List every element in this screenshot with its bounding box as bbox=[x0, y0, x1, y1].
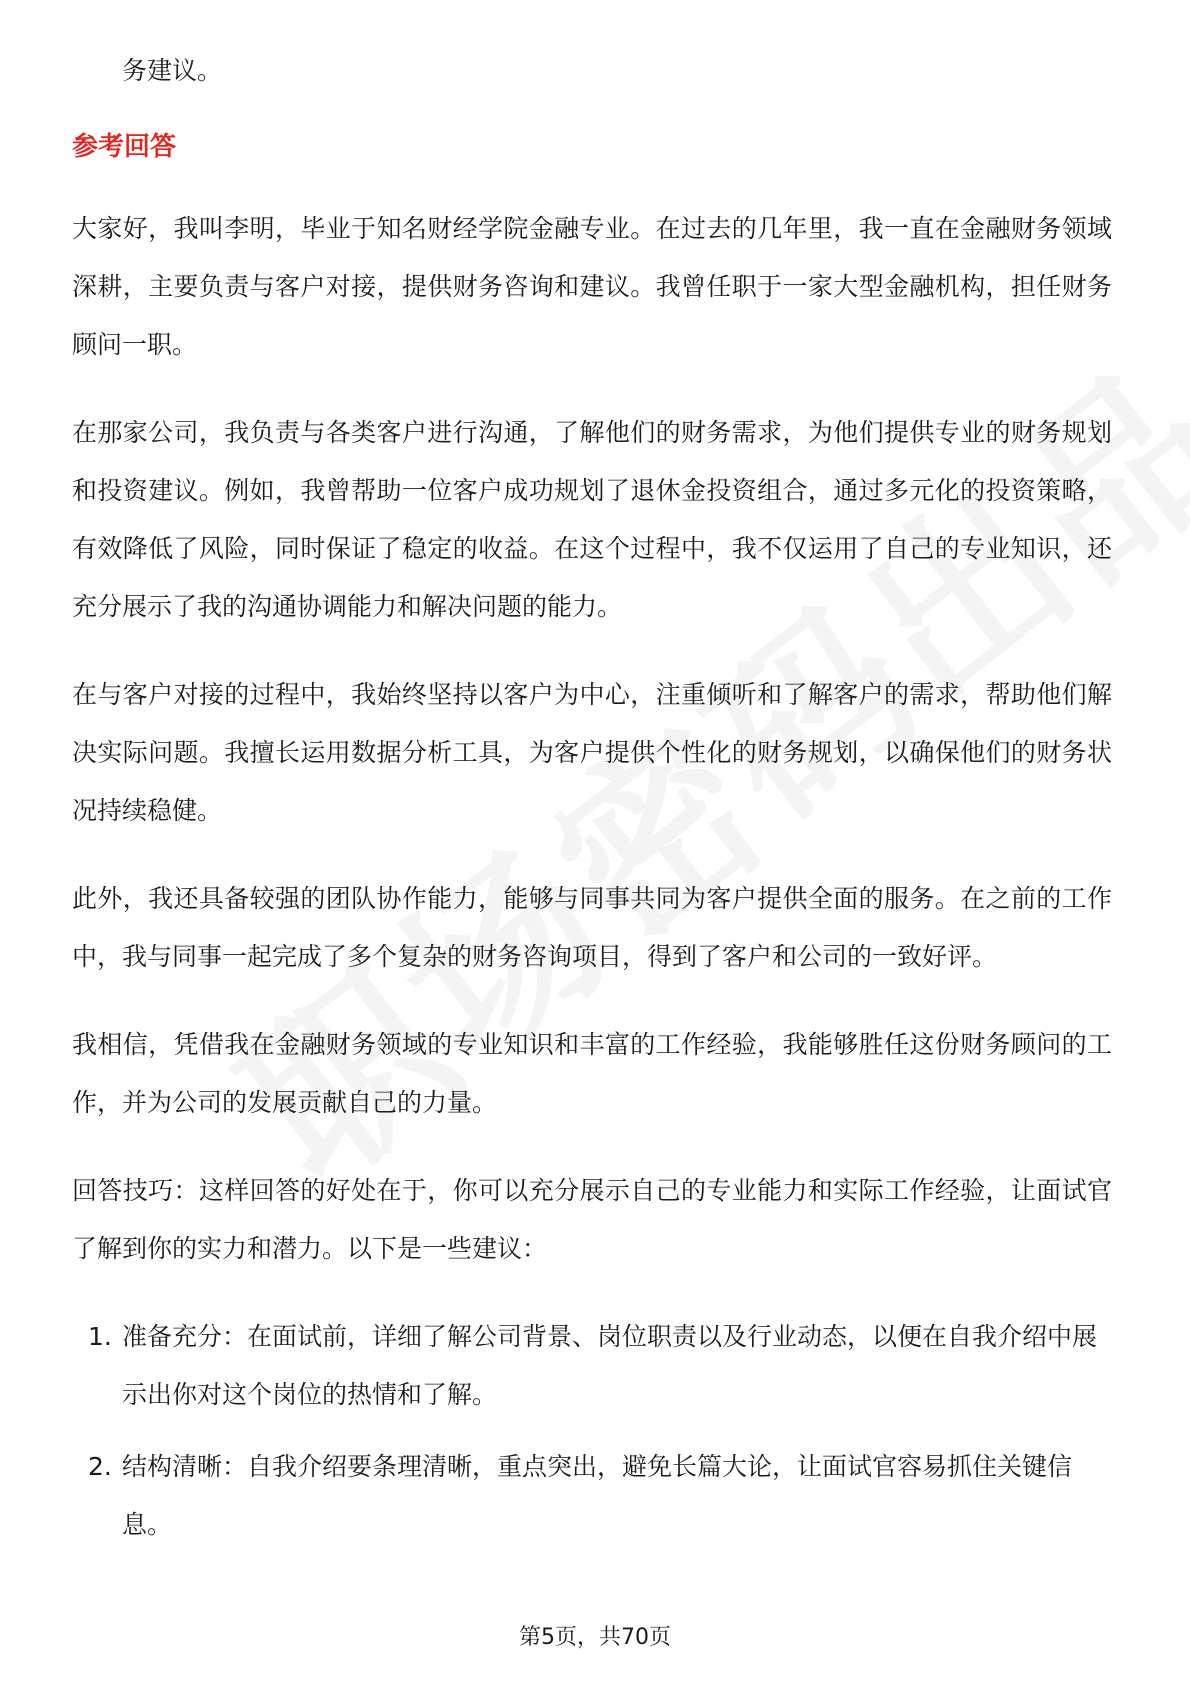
paragraph: 我相信，凭借我在金融财务领域的专业知识和丰富的工作经验，我能够胜任这份财务顾问的工作，并为公司的发展贡献自己的力量。 bbox=[72, 1030, 1112, 1117]
paragraph: 此外，我还具备较强的团队协作能力，能够与同事共同为客户提供全面的服务。在之前的工作中，我与同事一起完成了多个复杂的财务咨询项目，得到了客户和公司的一致好评。 bbox=[72, 884, 1112, 971]
paragraph: 在与客户对接的过程中，我始终坚持以客户为中心，注重倾听和了解客户的需求，帮助他们解决实际问题。我擅长运用数据分析工具，为客户提供个性化的财务规划，以确保他们的财务状况持续稳健。 bbox=[72, 680, 1112, 825]
list-text: 准备充分：在面试前，详细了解公司背景、岗位职责以及行业动态，以便在自我介绍中展示出你对这个岗位的热情和了解。 bbox=[122, 1322, 1098, 1409]
continuation-text: 务建议。 bbox=[122, 56, 223, 85]
list-item bbox=[72, 1438, 1112, 1554]
section-title: 参考回答 bbox=[72, 132, 177, 162]
page-footer: 第5页，共70页 bbox=[519, 1625, 671, 1650]
list-text: 结构清晰：自我介绍要条理清晰，重点突出，避免长篇大论，让面试官容易抓住关键信息。 bbox=[122, 1452, 1073, 1539]
list-item bbox=[72, 1308, 1112, 1424]
tips-intro-paragraph: 回答技巧：这样回答的好处在于，你可以充分展示自己的专业能力和实际工作经验，让面试官了解到你的实力和潜力。以下是一些建议： bbox=[72, 1176, 1112, 1263]
paragraph: 大家好，我叫李明，毕业于知名财经学院金融专业。在过去的几年里，我一直在金融财务领域深耕，主要负责与客户对接，提供财务咨询和建议。我曾任职于一家大型金融机构，担任财务顾问一职。 bbox=[72, 214, 1112, 359]
paragraph: 在那家公司，我负责与各类客户进行沟通，了解他们的财务需求，为他们提供专业的财务规划和投资建议。例如，我曾帮助一位客户成功规划了退休金投资组合，通过多元化的投资策略，有效降低了风险，同时保证了稳定的收益。在这个过程中，我不仅运用了自己的专业知识，还充分展示了我的沟通协调能力和解决问题的能力。 bbox=[72, 418, 1112, 621]
page-content bbox=[72, 42, 1112, 1568]
list-number: 1. bbox=[88, 1322, 112, 1351]
tips-list bbox=[72, 1308, 1112, 1554]
list-number: 2. bbox=[88, 1452, 112, 1481]
